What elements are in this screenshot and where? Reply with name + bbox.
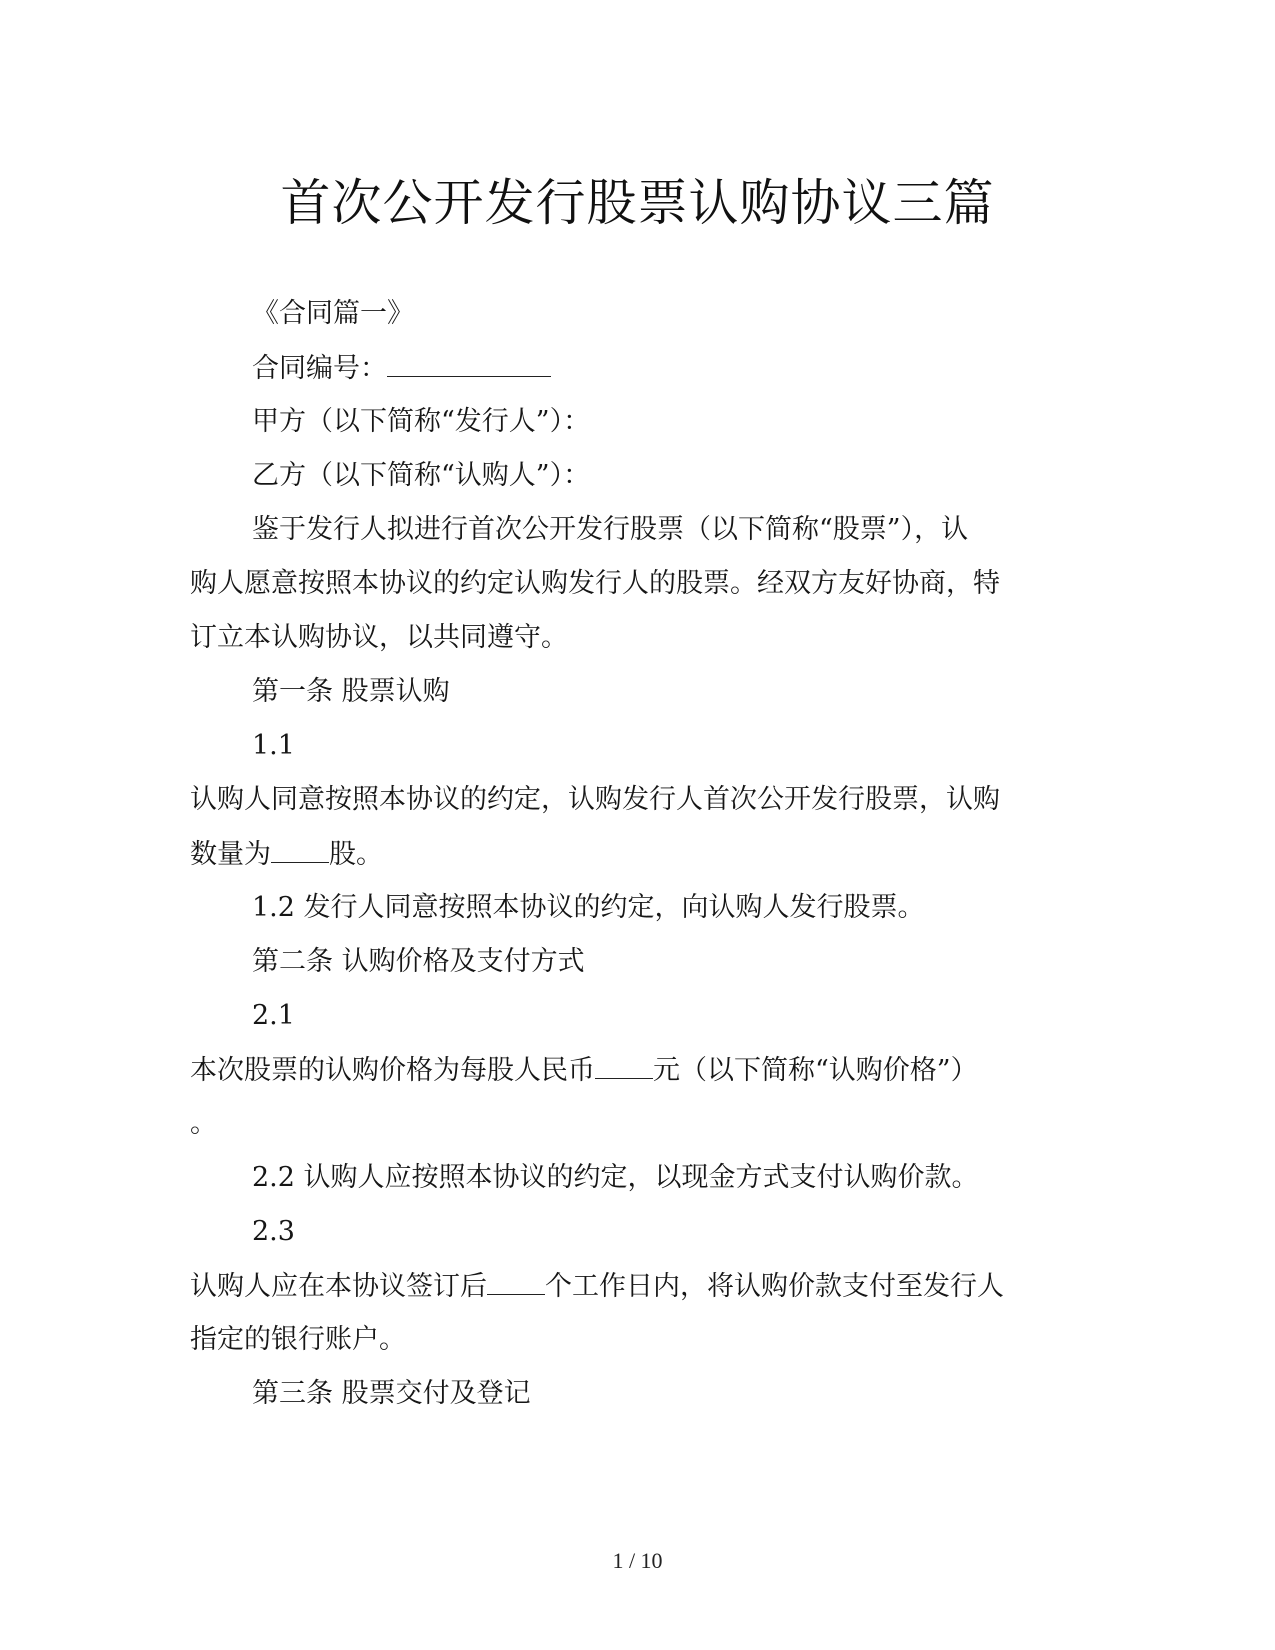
share-quantity-blank — [271, 836, 329, 863]
article-3-heading: 第三条 股票交付及登记 — [252, 1378, 531, 1409]
clause-2-1-line-1 — [190, 1052, 978, 1089]
clause-2-3-number: 2.3 — [252, 1216, 295, 1247]
price-blank — [595, 1052, 653, 1079]
clause-2-1-number: 2.1 — [252, 1000, 295, 1031]
document-title: 首次公开发行股票认购协议三篇 — [280, 174, 995, 232]
clause-2-1-text-b: 元（以下简称“认购价格”） — [653, 1055, 978, 1086]
clause-1-1-line-2 — [190, 836, 383, 873]
contract-number-blank — [387, 350, 551, 377]
clause-2-3-line-1 — [190, 1268, 1004, 1305]
clause-2-3-line-2: 指定的银行账户。 — [190, 1324, 406, 1355]
clause-2-1-line-2: 。 — [190, 1108, 217, 1139]
working-days-blank — [487, 1268, 545, 1295]
article-2-heading: 第二条 认购价格及支付方式 — [252, 946, 585, 977]
clause-1-2: 1.2 发行人同意按照本协议的约定，向认购人发行股票。 — [252, 892, 925, 923]
clause-2-3-text-a: 认购人应在本协议签订后 — [190, 1271, 487, 1302]
clause-1-1-number: 1.1 — [252, 730, 295, 761]
clause-2-2: 2.2 认购人应按照本协议的约定，以现金方式支付认购价款。 — [252, 1162, 979, 1193]
clause-1-1-text-a: 数量为 — [190, 839, 271, 870]
clause-1-1-line-1: 认购人同意按照本协议的约定，认购发行人首次公开发行股票，认购 — [190, 784, 1000, 815]
contract-number-line — [252, 350, 551, 387]
clause-1-1-text-b: 股。 — [329, 839, 383, 870]
preamble-line-2: 购人愿意按照本协议的约定认购发行人的股票。经双方友好协商，特 — [190, 568, 1000, 599]
page-number: 1 / 10 — [612, 1548, 663, 1573]
party-a-line: 甲方（以下简称“发行人”）： — [252, 406, 591, 437]
preamble-line-3: 订立本认购协议，以共同遵守。 — [190, 622, 568, 653]
clause-2-3-text-b: 个工作日内，将认购价款支付至发行人 — [545, 1271, 1004, 1302]
preamble-line-1: 鉴于发行人拟进行首次公开发行股票（以下简称“股票”），认 — [252, 514, 969, 545]
contract-number-label: 合同编号： — [252, 353, 387, 384]
clause-2-1-text-a: 本次股票的认购价格为每股人民币 — [190, 1055, 595, 1086]
party-b-line: 乙方（以下简称“认购人”）： — [252, 460, 591, 491]
article-1-heading: 第一条 股票认购 — [252, 676, 450, 707]
contract-section-heading: 《合同篇一》 — [252, 298, 414, 329]
